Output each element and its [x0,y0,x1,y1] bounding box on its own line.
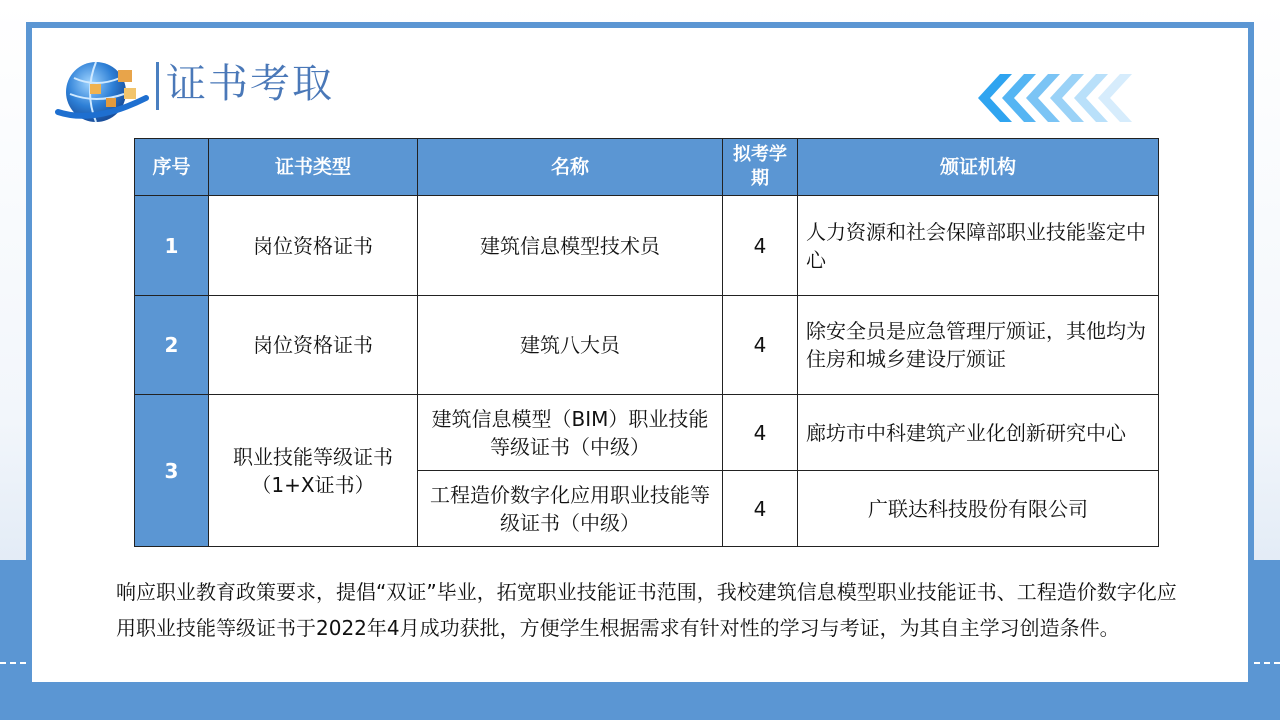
right-dash-divider [1254,662,1280,664]
description-paragraph: 响应职业教育政策要求，提倡“双证”毕业，拓宽职业技能证书范围，我校建筑信息模型职业技能证书、工程造价数字化应用职业技能等级证书于2022年4月成功获批，方便学生根据需求有针对性的学习与考证，为其自主学习创造条件。 [116,580,1177,640]
content-card [26,22,1254,688]
table-row [135,395,1159,471]
cert-name: 工程造价数字化应用职业技能等级证书（中级） [418,471,723,547]
content-panel [32,28,1248,682]
title-accent-bar [156,62,159,110]
header-no: 序号 [135,139,209,196]
header-issuer: 颁证机构 [798,139,1159,196]
table-row [135,196,1159,296]
issuer: 除安全员是应急管理厅颁证，其他均为住房和城乡建设厅颁证 [798,296,1159,395]
issuer: 广联达科技股份有限公司 [798,471,1159,547]
cert-name: 建筑八大员 [418,296,723,395]
issuer: 人力资源和社会保障部职业技能鉴定中心 [798,196,1159,296]
cert-type: 岗位资格证书 [209,296,418,395]
page-title: 证书考取 [166,61,334,107]
exam-term: 4 [723,296,798,395]
globe-with-boxes-icon [54,48,166,128]
table-row [135,296,1159,395]
certificate-table [134,138,1159,547]
exam-term: 4 [723,471,798,547]
row-number: 1 [135,196,209,296]
row-number: 3 [135,395,209,547]
left-dash-divider [0,662,26,664]
table-header-row [135,139,1159,196]
exam-term: 4 [723,196,798,296]
row-number: 2 [135,296,209,395]
issuer: 廊坊市中科建筑产业化创新研究中心 [798,395,1159,471]
cert-type: 岗位资格证书 [209,196,418,296]
cert-name: 建筑信息模型（BIM）职业技能等级证书（中级） [418,395,723,471]
cert-type: 职业技能等级证书（1+X证书） [209,395,418,547]
chevron-left-icon [972,70,1162,126]
header-name: 名称 [418,139,723,196]
exam-term: 4 [723,395,798,471]
header-type: 证书类型 [209,139,418,196]
header-term: 拟考学期 [723,139,798,196]
cert-name: 建筑信息模型技术员 [418,196,723,296]
